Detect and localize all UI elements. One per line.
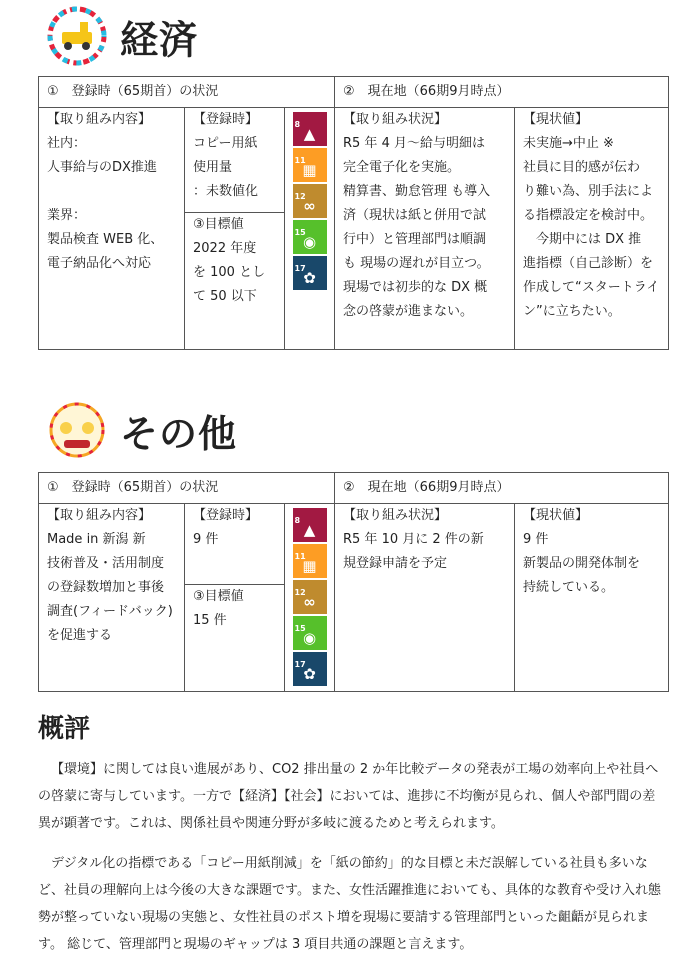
registration-cell (185, 504, 285, 692)
status-line: 済（現状は紙と併用で試 (343, 208, 487, 223)
target-line: を 100 とし (193, 265, 266, 280)
status-line: 現場では初歩的な DX 概 (343, 280, 488, 295)
status-line: 完全電子化を実施。 (343, 160, 461, 175)
tree-icon: 15 ◉ (293, 220, 327, 254)
section-title: その他 (120, 410, 238, 456)
city-icon: 11 ▦ (293, 148, 327, 182)
registration-line: ：未数値化 (193, 184, 259, 199)
target-line: 2022 年度 (193, 241, 257, 256)
review-title: 概評 (38, 714, 91, 744)
tree-icon: 15 ◉ (293, 616, 327, 650)
value-line: ン”に立ちたい。 (523, 304, 621, 319)
value-line: り難い為、別手法によ (523, 184, 654, 199)
header-registration: ① 登録時（65期首）の状況 (39, 77, 335, 108)
content-line (47, 180, 176, 204)
registration-label: 【登録時】 (193, 508, 259, 523)
content-cell (39, 504, 185, 692)
partnership-icon: 17 ✿ (293, 256, 327, 290)
review-paragraph: デジタル化の指標である「コピー用紙削減」を「紙の節約」的な目標と未だ誤解している社員も多いなど、社員の理解向上は今後の大きな課題です。また、女性活躍推進においても、具体的な教育や受け入れ態勢が整っていない現場の実態と、女性社員のポスト増を現場に要請する管理部門といった齟齬が見られます。 総じて、管理部門と現場のギャップは 3 項目共通の課題と言えます。 (38, 856, 661, 952)
header-registration: ① 登録時（65期首）の状況 (39, 473, 335, 504)
city-icon: 11 ▦ (293, 544, 327, 578)
content-label: 【取り組み内容】 (47, 508, 152, 523)
current-value-cell (515, 108, 669, 350)
value-line: 作成して“スタートライ (523, 280, 660, 295)
section-header-other (40, 400, 237, 460)
content-label: 【取り組み内容】 (47, 112, 152, 127)
value-line: 進指標（自己診断）を (523, 256, 654, 271)
partnership-icon: 17 ✿ (293, 652, 327, 686)
review-paragraph: 【環境】に関しては良い進展があり、CO2 排出量の 2 か年比較データの発表が工場の効率向上や社員への啓蒙に寄与しています。一方で【経済】【社会】においては、進捗に不均衡が見られ、個人や部門間の差異が顕著です。これは、関係社員や関連分野が多岐に渡るためと考えられます。 (38, 762, 659, 831)
status-label: 【取り組み状況】 (343, 112, 448, 127)
target-line: て 50 以下 (193, 289, 257, 304)
content-line: Made in 新潟 新 (47, 532, 146, 547)
value-line: 社員に目的感が伝わ (523, 160, 641, 175)
economy-table (38, 76, 669, 350)
target-block (185, 584, 284, 633)
target-label: ③目標値 (193, 217, 244, 232)
value-line: 未実施→中止 ※ (523, 136, 614, 151)
header-current: ② 現在地（66期9月時点） (335, 473, 669, 504)
registration-line: 使用量 (193, 160, 233, 175)
infinity-icon: 12 ∞ (293, 580, 327, 614)
status-line: 規登録申請を予定 (343, 556, 448, 571)
content-line: 社内： (47, 136, 87, 151)
sdg-icons-cell (285, 504, 335, 692)
content-line: 人事給与のDX推進 (47, 160, 157, 175)
registration-line: 9 件 (193, 532, 219, 547)
content-line: 調査(フィードバック) (47, 604, 173, 619)
status-line: も 現場の遅れが目立つ。 (343, 256, 490, 271)
content-line: 電子納品化へ対応 (47, 256, 152, 271)
header-current: ② 現在地（66期9月時点） (335, 77, 669, 108)
target-label: ③目標値 (193, 589, 244, 604)
status-label: 【取り組み状況】 (343, 508, 448, 523)
status-line: R5 年 4 月～給与明細は (343, 136, 485, 151)
value-line: 今期中には DX 推 (523, 232, 642, 247)
content-line: 技術普及・活用制度 (47, 556, 165, 571)
status-line: 行中）と管理部門は順調 (343, 232, 487, 247)
status-line: 精算書、勤怠管理 も導入 (343, 184, 491, 199)
value-line: 9 件 (523, 532, 549, 547)
status-cell (335, 504, 515, 692)
content-line: 製品検査 WEB 化、 (47, 232, 164, 247)
section-header-economy (40, 6, 198, 66)
sdg-icons-cell (285, 108, 335, 350)
status-line: R5 年 10 月に 2 件の新 (343, 532, 484, 547)
content-line: 業界： (47, 208, 87, 223)
target-line: 15 件 (193, 613, 227, 628)
registration-line: コピー用紙 (193, 136, 258, 151)
content-line: を促進する (47, 628, 113, 643)
value-label: 【現状値】 (523, 508, 589, 523)
growth-icon: 8 ▲ (293, 508, 327, 542)
status-cell (335, 108, 515, 350)
infinity-icon: 12 ∞ (293, 184, 327, 218)
registration-label: 【登録時】 (193, 112, 259, 127)
value-line: 持続している。 (523, 580, 615, 595)
other-table (38, 472, 669, 692)
content-cell (39, 108, 185, 350)
growth-icon: 8 ▲ (293, 112, 327, 146)
content-line: の登録数増加と事後 (47, 580, 165, 595)
value-label: 【現状値】 (523, 112, 589, 127)
niigata-sdgs-logo (40, 400, 114, 460)
value-line: 新製品の開発体制を (523, 556, 641, 571)
registration-cell (185, 108, 285, 350)
target-block (185, 212, 284, 309)
section-title: 経済 (120, 16, 199, 62)
value-line: る指標設定を検討中。 (523, 208, 654, 223)
current-value-cell (515, 504, 669, 692)
sdgs-logo (40, 6, 114, 66)
status-line: 念の啓蒙が進まない。 (343, 304, 474, 319)
